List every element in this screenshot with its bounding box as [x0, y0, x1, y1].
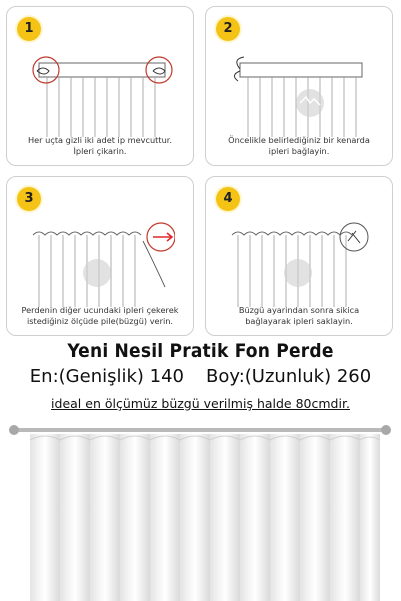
step-caption: Büzgü ayarindan sonra sikica bağlayarak ipleri saklayin.	[238, 305, 360, 326]
size-note: ideal en ölçümüz büzgü verilmiş halde 80cmdir.	[51, 396, 350, 411]
step-caption: Her uçta gizli iki adet ip mevcuttur. İpleri çikarin.	[27, 135, 172, 156]
step-caption: Perdenin diğer ucundaki ipleri çekerek istediğiniz ölçüde pile(büzgü) verin.	[21, 305, 179, 326]
step-card-3	[6, 176, 194, 336]
width-label: En:(Genişlik) 140	[29, 366, 185, 387]
step-number-badge: 4	[216, 187, 240, 211]
step-number-badge: 1	[17, 17, 41, 41]
step-card-4	[205, 176, 393, 336]
instruction-steps	[6, 6, 395, 336]
step-number-badge: 3	[17, 187, 41, 211]
step-card-2	[205, 6, 393, 166]
step-caption: Öncelikle belirlediğiniz bir kenarda ipleri bağlayin.	[228, 135, 370, 156]
step-card-1	[6, 6, 194, 166]
tie-strings-illustration	[228, 41, 374, 137]
pull-strings-illustration	[29, 211, 175, 307]
curtain-photo	[0, 418, 401, 601]
dimensions	[0, 366, 401, 387]
step-number-badge: 2	[216, 17, 240, 41]
hide-strings-illustration	[228, 211, 374, 307]
curtain-tape-strings-illustration	[29, 41, 175, 137]
product-title: Yeni Nesil Pratik Fon Perde	[67, 340, 334, 362]
height-label: Boy:(Uzunluk) 260	[206, 366, 372, 387]
